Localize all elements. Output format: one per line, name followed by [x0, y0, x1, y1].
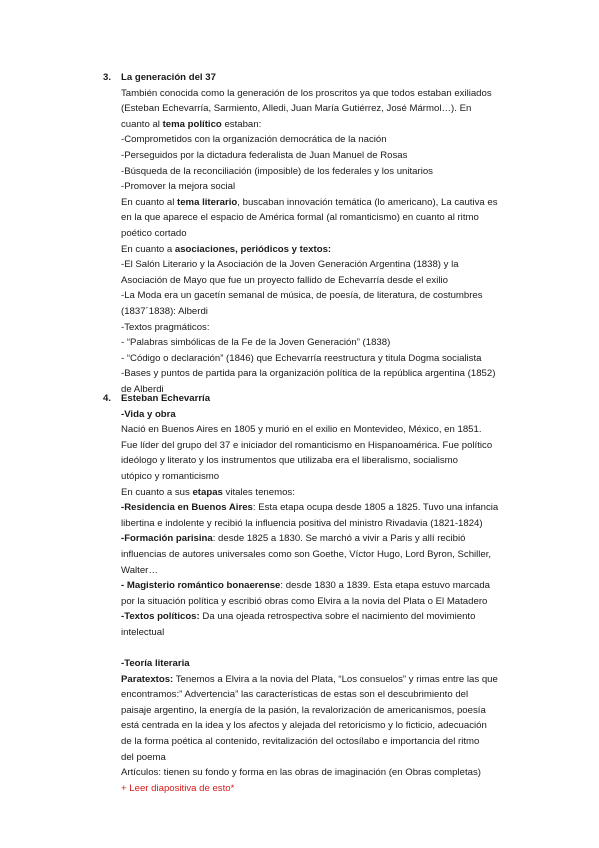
section-body	[121, 70, 521, 397]
text-run: Da una ojeada retrospectiva sobre el nacimiento del movimiento	[199, 611, 476, 623]
bold-term: - Magisterio romántico bonaerense	[121, 580, 281, 592]
bullet-line: -Búsqueda de la reconciliación (imposible) de los federales y los unitarios	[121, 165, 433, 177]
text-run: estaban:	[221, 118, 262, 130]
subsection-heading: -Vida y obra	[121, 408, 176, 420]
paragraph-line	[121, 117, 521, 133]
paragraph-line	[121, 672, 521, 688]
paragraph-line: encontramos:” Advertencia” las características de estas son el descubrimiento del	[121, 689, 469, 701]
paragraph-line: paisaje argentino, la energía de la pasión, la revalorización de americanismos, poesía	[121, 704, 486, 716]
bold-term: Paratextos:	[121, 673, 174, 685]
paragraph-line: También conocida como la generación de los proscritos ya que todos estaban exiliados	[121, 87, 492, 99]
text-run: : desde 1825 a 1830. Se marchó a vivir a Paris y allí recibió	[212, 533, 466, 545]
bold-term: tema literario	[177, 196, 238, 208]
paragraph-line: libertina e indolente y recibió la influencia positiva del ministro Rivadavia (1821-1824)	[121, 517, 483, 529]
bold-term: -Residencia en Buenos Aires	[121, 502, 253, 514]
paragraph-line: ideólogo y literato y los instrumentos que utilizaba era el liberalismo, socialismo	[121, 455, 459, 467]
bullet-line: -Promover la mejora social	[121, 181, 236, 193]
bold-term: -Formación parisina	[121, 533, 213, 545]
paragraph-line: intelectual	[121, 626, 165, 638]
text-run: : desde 1830 a 1839. Esta etapa estuvo marcada	[280, 580, 491, 592]
bullet-line: Asociación de Mayo que fue un proyecto fallido de Echevarría desde el exilio	[121, 274, 448, 286]
paragraph-line	[121, 242, 521, 258]
red-note: + Leer diapositiva de esto*	[121, 782, 235, 794]
text-run: : Esta etapa ocupa desde 1805 a 1825. Tuvo una infancia	[252, 502, 499, 514]
section-number: 3.	[103, 72, 112, 83]
text-run: Tenemos a Elvira a la novia del Plata, “Los consuelos” y rimas entre las que	[173, 673, 498, 685]
paragraph-line	[121, 485, 521, 501]
paragraph-line: utópico y romanticismo	[121, 470, 220, 482]
paragraph-line	[121, 578, 521, 594]
paragraph-line: poético cortado	[121, 227, 187, 239]
blank-line	[121, 641, 521, 657]
text-run: En cuanto al	[121, 196, 178, 208]
paragraph-line: Walter…	[121, 564, 158, 576]
section-number: 4.	[103, 393, 112, 404]
paragraph-line	[121, 195, 521, 211]
text-run: , buscaban innovación temática (lo americano), La cautiva es	[237, 196, 498, 208]
bullet-line: -Perseguidos por la dictadura federalista de Juan Manuel de Rosas	[121, 149, 408, 161]
text-run: vitales tenemos:	[222, 486, 295, 498]
section-heading: Esteban Echevarría	[121, 393, 211, 404]
bullet-line: -Comprometidos con la organización democrática de la nación	[121, 134, 387, 146]
bullet-line: de Alberdi	[121, 383, 164, 395]
bullet-line: -Textos pragmáticos:	[121, 321, 210, 333]
paragraph-line: en la que aparece el espacio de América formal (al romanticismo) en cuanto al ritmo	[121, 212, 479, 224]
paragraph-line: por la situación política y escribió obras como Elvira a la novia del Plata o El Matadero	[121, 595, 488, 607]
bold-term: tema político	[162, 118, 222, 130]
text-run: En cuanto a	[121, 243, 175, 255]
paragraph-line: del poema	[121, 751, 166, 763]
paragraph-line: está centrada en la idea y los afectos y alejada del retoricismo y lo ficticio, adecuación	[121, 720, 487, 732]
bullet-line: -La Moda era un gacetín semanal de música, de poesía, de literatura, de costumbres	[121, 290, 483, 302]
text-run: cuanto al	[121, 118, 163, 130]
paragraph-line: Nació en Buenos Aires en 1805 y murió en el exilio en Montevideo, México, en 1851.	[121, 424, 482, 436]
bullet-line: -El Salón Literario y la Asociación de la Joven Generación Argentina (1838) y la	[121, 259, 459, 271]
paragraph-line: influencias de autores universales como son Goethe, Víctor Hugo, Lord Byron, Schiller,	[121, 548, 492, 560]
bullet-line: -Bases y puntos de partida para la organización política de la república argentina (1852)	[121, 368, 496, 380]
bold-term: -Textos políticos:	[121, 611, 200, 623]
bullet-line: - “Palabras simbólicas de la Fe de la Joven Generación” (1838)	[121, 337, 391, 349]
subsection-heading: -Teoría literaria	[121, 658, 190, 670]
paragraph-line	[121, 531, 521, 547]
text-run: En cuanto a sus	[121, 486, 193, 498]
paragraph-line: Artículos: tienen su fondo y forma en las obras de imaginación (en Obras completas)	[121, 767, 481, 779]
bold-term: asociaciones, periódicos y textos:	[174, 243, 332, 255]
bullet-line: (1837´1838): Alberdi	[121, 305, 208, 317]
paragraph-line	[121, 609, 521, 625]
section-body	[121, 391, 521, 796]
paragraph-line	[121, 500, 521, 516]
paragraph-line: (Esteban Echevarría, Sarmiento, Alledi, Juan María Gutiérrez, José Mármol…). En	[121, 103, 472, 115]
paragraph-line: de la forma poética al contenido, revitalización del octosílabo e importancia del ritmo	[121, 736, 480, 748]
section-heading: La generación del 37	[121, 72, 216, 83]
bullet-line: - “Código o declaración” (1846) que Echevarría reestructura y titula Dogma socialista	[121, 352, 482, 364]
paragraph-line: Fue líder del grupo del 37 e iniciador del romanticismo en Hispanoamérica. Fue político	[121, 439, 493, 451]
bold-term: etapas	[192, 486, 223, 498]
